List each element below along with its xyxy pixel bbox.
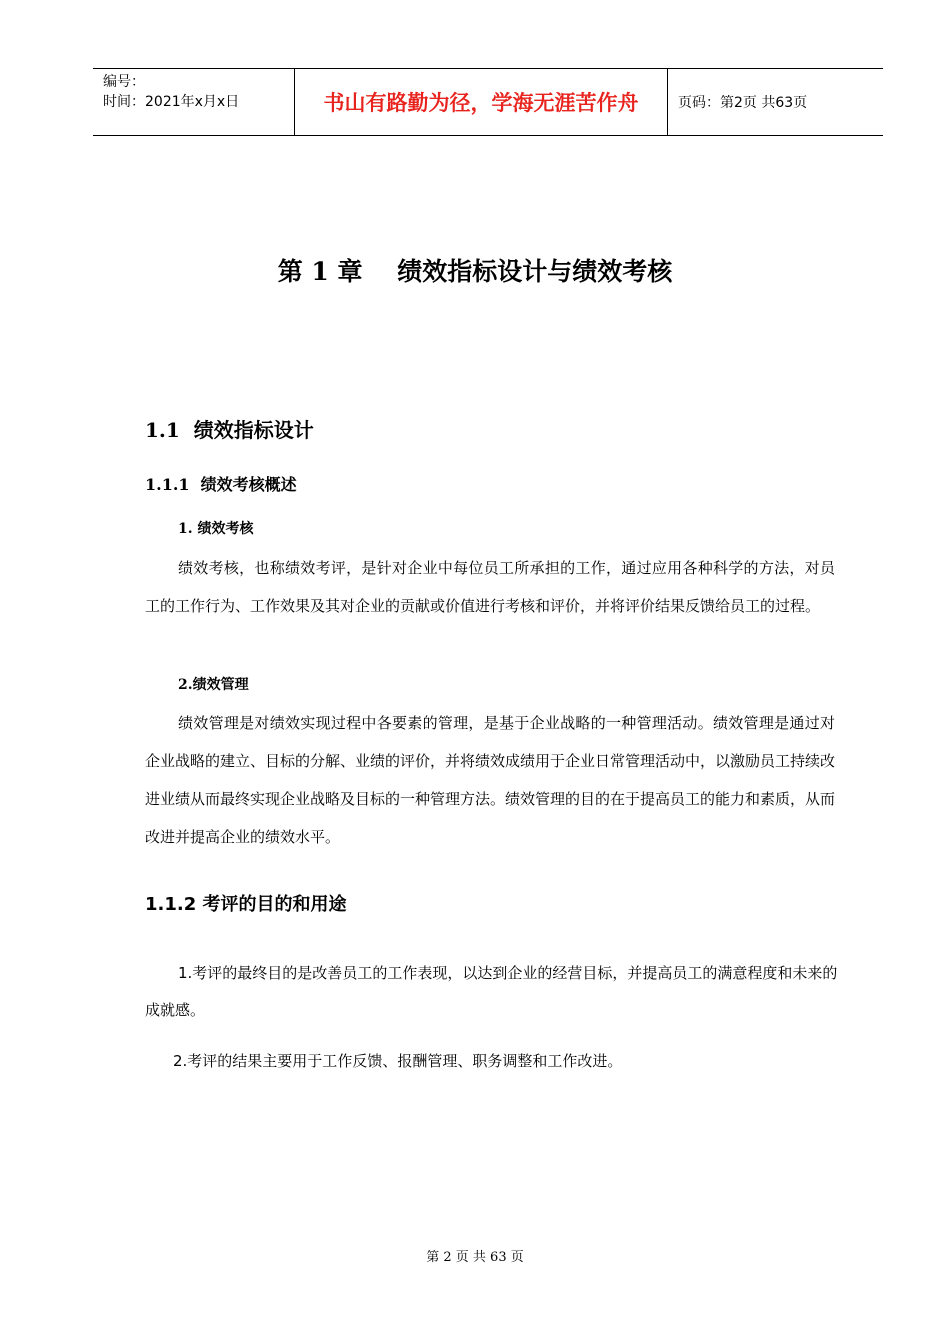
chapter-title: 第 1 章 绩效指标设计与绩效考核 [277, 257, 673, 286]
paragraph-performance-appraisal: 绩效考核，也称绩效考评，是针对企业中每位员工所承担的工作，通过应用各种科学的方法，对员工的工作行为、工作效果及其对企业的贡献或价值进行考核和评价，并将评价结果反馈给员工的过程。 [145, 559, 835, 615]
header-meta [93, 69, 295, 135]
document-time: 时间：2021年x月x日 [103, 94, 240, 110]
section-heading-1-1-1: 1.1.1 绩效考核概述 [145, 475, 297, 494]
list-item-usage: 2.考评的结果主要用于工作反馈、报酬管理、职务调整和工作改进。 [173, 1052, 623, 1070]
subsection-title-performance-management: 2.绩效管理 [178, 677, 249, 693]
paragraph-performance-management: 绩效管理是对绩效实现过程中各要素的管理，是基于企业战略的一种管理活动。绩效管理是通过对企业战略的建立、目标的分解、业绩的评价，并将绩效成绩用于企业日常管理活动中，以激励员工持续改进业绩从而最终实现企业战略及目标的一种管理方法。绩效管理的目的在于提高员工的能力和素质，从而改进并提高企业的绩效水平。 [145, 714, 836, 846]
page-footer: 第 2 页 共 63 页 [426, 1250, 524, 1265]
section-heading-1-1: 1.1 绩效指标设计 [145, 418, 314, 442]
document-number-label: 编号： [103, 74, 145, 90]
header-motto: 书山有路勤为径，学海无涯苦作舟 [295, 69, 668, 135]
list-item-purpose: 1.考评的最终目的是改善员工的工作表现，以达到企业的经营目标，并提高员工的满意程度和未来的成就感。 [145, 964, 838, 1019]
subsection-title-performance-appraisal: 1. 绩效考核 [178, 521, 254, 537]
document-header [93, 68, 883, 136]
header-page-info: 页码：第2页 共63页 [678, 95, 808, 111]
section-heading-1-1-2: 1.1.2 考评的目的和用途 [145, 894, 347, 915]
